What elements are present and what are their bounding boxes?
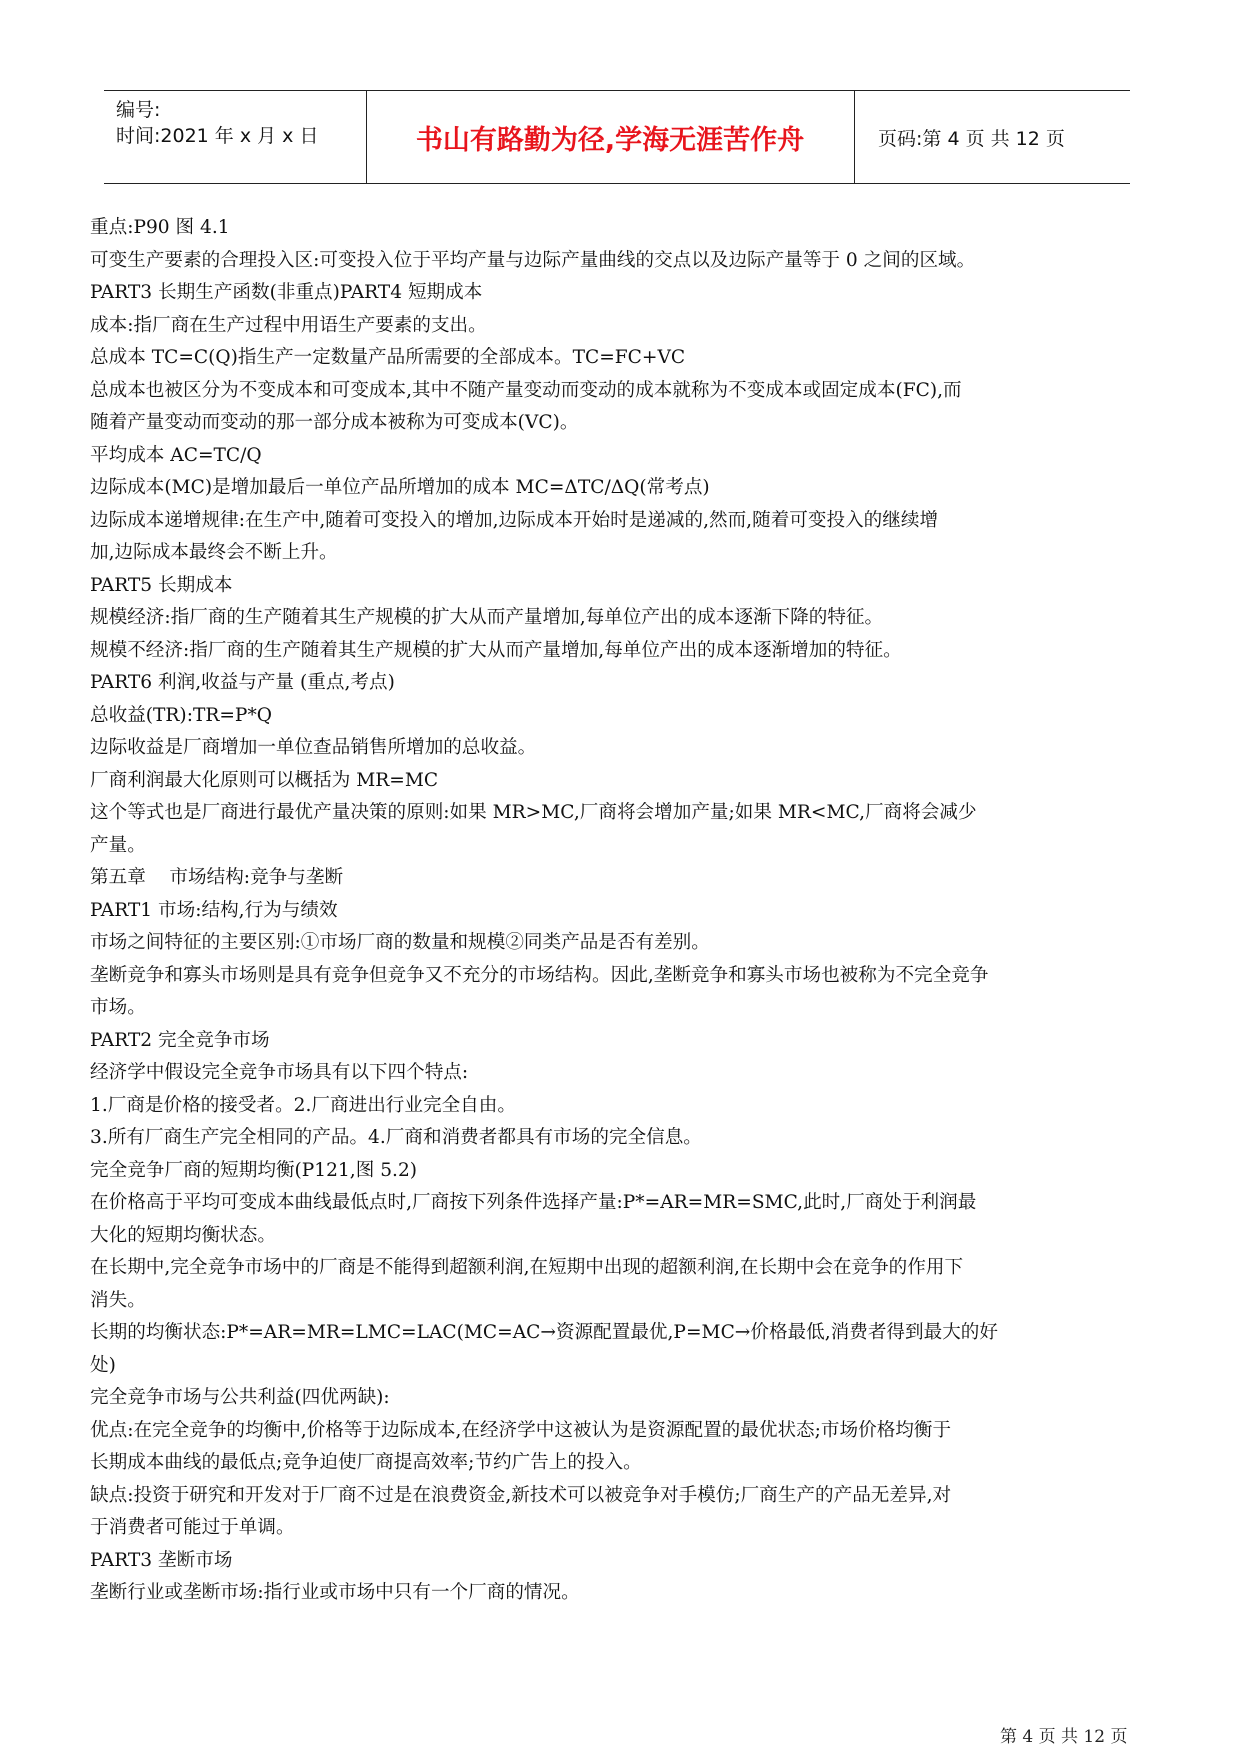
text-line: 总成本也被区分为不变成本和可变成本,其中不随产量变动而变动的成本就称为不变成本或固定成本(FC),而 (90, 379, 962, 401)
text-line: 缺点:投资于研究和开发对于厂商不过是在浪费资金,新技术可以被竞争对手模仿;厂商生产的产品无差异,对 (90, 1484, 952, 1506)
text-line: 优点:在完全竞争的均衡中,价格等于边际成本,在经济学中这被认为是资源配置的最优状态;市场价格均衡于 (90, 1419, 952, 1441)
text-line: 完全竞争市场与公共利益(四优两缺): (90, 1387, 390, 1408)
text-line: 市场。 (90, 997, 146, 1018)
text-line: 大化的短期均衡状态。 (90, 1224, 276, 1246)
text-line: 总收益(TR):TR=P*Q (90, 704, 272, 726)
text-line: 在长期中,完全竞争市场中的厂商是不能得到超额利润,在短期中出现的超额利润,在长期中会在竞争的作用下 (90, 1257, 964, 1278)
section-heading: PART1 市场:结构,行为与绩效 (90, 899, 338, 921)
text-line: 重点:P90 图 4.1 (90, 217, 230, 238)
page-header (104, 90, 1130, 184)
text-line: 随着产量变动而变动的那一部分成本被称为可变成本(VC)。 (90, 412, 579, 433)
header-meta (116, 91, 361, 183)
list-item: 3.所有厂商生产完全相同的产品。4.厂商和消费者都具有市场的完全信息。 (90, 1127, 702, 1148)
section-heading: PART3 长期生产函数(非重点)PART4 短期成本 (90, 282, 483, 303)
section-heading: PART3 垄断市场 (90, 1549, 233, 1571)
header-page-number: 页码:第 4 页 共 12 页 (878, 127, 1065, 150)
page-footer: 第 4 页 共 12 页 (1000, 1727, 1128, 1747)
text-line: 总成本 TC=C(Q)指生产一定数量产品所需要的全部成本。TC=FC+VC (90, 347, 686, 368)
text-line: 这个等式也是厂商进行最优产量决策的原则:如果 MR>MC,厂商将会增加产量;如果 MR<MC,厂商将会减少 (90, 802, 977, 823)
text-line: 产量。 (90, 834, 146, 856)
text-line: 处) (90, 1354, 116, 1376)
text-line: 厂商利润最大化原则可以概括为 MR=MC (90, 769, 439, 791)
text-line: 市场之间特征的主要区别:①市场厂商的数量和规模②同类产品是否有差别。 (90, 932, 710, 953)
list-item: 1.厂商是价格的接受者。2.厂商进出行业完全自由。 (90, 1094, 516, 1116)
section-heading: PART2 完全竞争市场 (90, 1029, 270, 1051)
text-line: 长期成本曲线的最低点;竞争迫使厂商提高效率;节约广告上的投入。 (90, 1452, 642, 1473)
text-line: 可变生产要素的合理投入区:可变投入位于平均产量与边际产量曲线的交点以及边际产量等于 0 之间的区域。 (90, 249, 976, 271)
document-time-label: 时间:2021 年 x 月 x 日 (116, 125, 319, 147)
text-line: 边际成本递增规律:在生产中,随着可变投入的增加,边际成本开始时是递减的,然而,随着可变投入的继续增 (90, 509, 939, 531)
chapter-heading: 第五章 市场结构:竞争与垄断 (90, 867, 344, 888)
text-line: 边际成本(MC)是增加最后一单位产品所增加的成本 MC=ΔTC/ΔQ(常考点) (90, 477, 710, 498)
section-heading: PART5 长期成本 (90, 574, 233, 596)
document-number-label: 编号: (116, 99, 161, 121)
text-line: 在价格高于平均可变成本曲线最低点时,厂商按下列条件选择产量:P*=AR=MR=SMC,此时,厂商处于利润最 (90, 1192, 977, 1213)
text-line: 完全竞争厂商的短期均衡(P121,图 5.2) (90, 1159, 418, 1181)
text-line: 平均成本 AC=TC/Q (90, 444, 262, 466)
text-line: 消失。 (90, 1289, 146, 1311)
text-line: 垄断行业或垄断市场:指行业或市场中只有一个厂商的情况。 (90, 1582, 580, 1603)
header-motto: 书山有路勤为径,学海无涯苦作舟 (415, 124, 805, 156)
section-heading: PART6 利润,收益与产量 (重点,考点) (90, 672, 395, 693)
text-line: 垄断竞争和寡头市场则是具有竞争但竞争又不充分的市场结构。因此,垄断竞争和寡头市场也被称为不完全竞争 (90, 964, 989, 986)
text-line: 成本:指厂商在生产过程中用语生产要素的支出。 (90, 314, 487, 336)
text-line: 边际收益是厂商增加一单位查品销售所增加的总收益。 (90, 737, 537, 758)
text-line: 规模经济:指厂商的生产随着其生产规模的扩大从而产量增加,每单位产出的成本逐渐下降的特征。 (90, 607, 884, 628)
text-line: 加,边际成本最终会不断上升。 (90, 542, 338, 563)
header-divider (854, 91, 855, 183)
text-line: 规模不经济:指厂商的生产随着其生产规模的扩大从而产量增加,每单位产出的成本逐渐增加的特征。 (90, 639, 902, 661)
text-line: 经济学中假设完全竞争市场具有以下四个特点: (90, 1062, 469, 1083)
text-line: 长期的均衡状态:P*=AR=MR=LMC=LAC(MC=AC→资源配置最优,P=MC→价格最低,消费者得到最大的好 (90, 1322, 998, 1343)
text-line: 于消费者可能过于单调。 (90, 1517, 295, 1538)
document-body (90, 212, 1150, 1610)
